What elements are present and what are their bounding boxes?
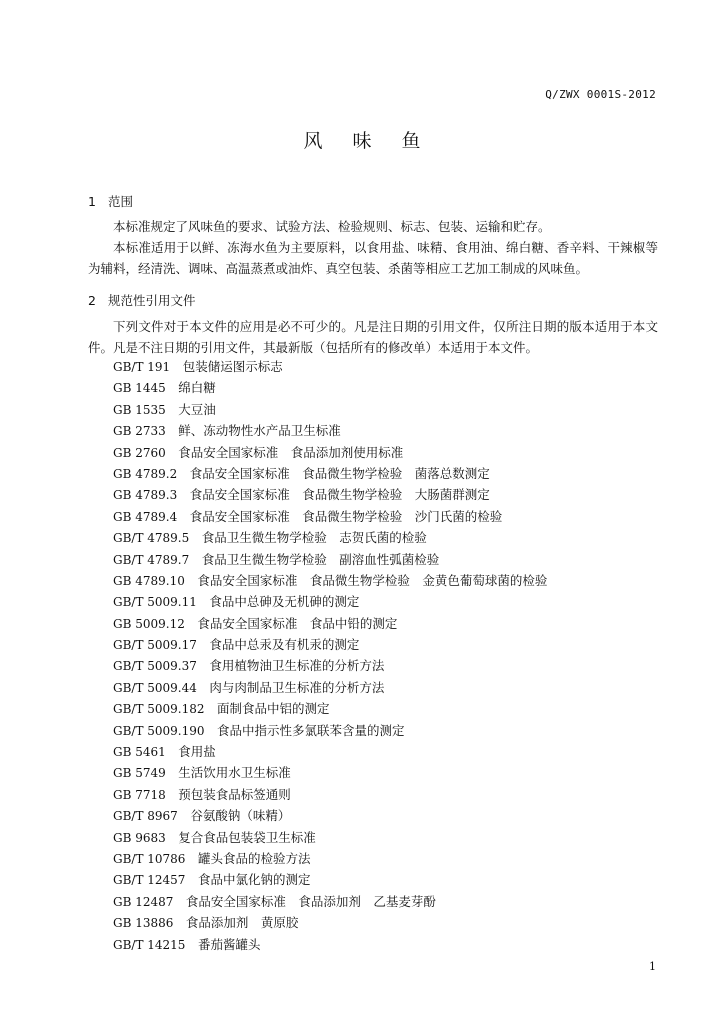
reference-item	[113, 934, 547, 955]
section-heading-scope	[88, 192, 133, 210]
reference-title: 生活饮用水卫生标准	[178, 765, 291, 781]
reference-item	[113, 869, 547, 890]
reference-code: GB 4789.10	[113, 573, 185, 588]
reference-code: GB/T 10786	[113, 851, 186, 866]
reference-code: GB/T 4789.7	[113, 552, 190, 567]
reference-title: 食品安全国家标准 食品微生物学检验 菌落总数测定	[189, 465, 490, 481]
reference-list	[113, 356, 547, 955]
reference-title: 食品添加剂 黄原胶	[185, 915, 299, 931]
reference-title: 食品中总砷及无机砷的测定	[209, 594, 360, 610]
reference-title: 食品中总汞及有机汞的测定	[209, 637, 360, 653]
reference-item	[113, 484, 547, 505]
reference-code: GB 5749	[113, 766, 166, 781]
reference-item	[113, 420, 547, 441]
reference-code: GB 4789.3	[113, 488, 178, 503]
reference-title: 复合食品包装袋卫生标准	[178, 829, 316, 845]
section-title: 规范性引用文件	[108, 293, 196, 308]
reference-code: GB/T 5009.11	[113, 595, 197, 610]
reference-title: 食用盐	[178, 744, 216, 760]
reference-title: 食用植物油卫生标准的分析方法	[209, 658, 385, 674]
reference-title: 大豆油	[178, 401, 216, 417]
reference-item	[113, 399, 547, 420]
reference-code: GB 1445	[113, 381, 166, 396]
reference-item	[113, 720, 547, 741]
reference-title: 食品安全国家标准 食品添加剂 乙基麦芽酚	[185, 893, 436, 909]
reference-item	[113, 677, 547, 698]
reference-title: 谷氨酸钠（味精）	[190, 808, 291, 824]
reference-item	[113, 591, 547, 612]
reference-title: 食品中氯化钠的测定	[197, 872, 311, 888]
reference-code: GB 13886	[113, 916, 174, 931]
reference-item	[113, 634, 547, 655]
reference-item	[113, 805, 547, 826]
reference-title: 包装储运图示标志	[182, 359, 283, 374]
reference-code: GB 12487	[113, 894, 174, 909]
section-title: 范围	[108, 194, 134, 209]
reference-code: GB 7718	[113, 787, 166, 802]
reference-code: GB 9683	[113, 830, 166, 845]
reference-code: GB 4789.4	[113, 509, 178, 524]
reference-title: 番茄酱罐头	[197, 936, 261, 952]
scope-paragraph-2: 本标准适用于以鲜、冻海水鱼为主要原料，以食用盐、味精、食用油、绵白糖、香辛料、干辣椒等为辅料，经清洗、调味、高温蒸煮或油炸、真空包装、杀菌等相应工艺加工制成的风味鱼。	[88, 240, 658, 276]
reference-title: 肉与肉制品卫生标准的分析方法	[209, 679, 385, 695]
reference-code: GB/T 14215	[113, 937, 186, 952]
document-title: 风 味 鱼	[303, 130, 433, 152]
reference-item	[113, 891, 547, 912]
reference-item	[113, 912, 547, 933]
reference-title: 食品安全国家标准 食品添加剂使用标准	[178, 444, 404, 460]
reference-item	[113, 741, 547, 762]
reference-item	[113, 356, 547, 377]
reference-code: GB 5009.12	[113, 616, 185, 631]
reference-code: GB 2733	[113, 424, 166, 439]
reference-item	[113, 848, 547, 869]
reference-item	[113, 762, 547, 783]
reference-code: GB/T 5009.17	[113, 638, 197, 653]
reference-item	[113, 506, 547, 527]
reference-item	[113, 442, 547, 463]
reference-code: GB/T 4789.5	[113, 531, 190, 546]
reference-item	[113, 549, 547, 570]
reference-item	[113, 698, 547, 719]
standard-code: Q/ZWX 0001S-2012	[545, 88, 656, 101]
reference-item	[113, 784, 547, 805]
reference-code: GB/T 12457	[113, 873, 186, 888]
reference-item	[113, 527, 547, 548]
reference-title: 预包装食品标签通则	[178, 786, 291, 802]
reference-title: 罐头食品的检验方法	[197, 850, 311, 866]
reference-item	[113, 463, 547, 484]
reference-item	[113, 827, 547, 848]
section-heading-normative-references	[88, 291, 196, 309]
scope-paragraph-1: 本标准规定了风味鱼的要求、试验方法、检验规则、标志、包装、运输和贮存。	[113, 219, 551, 234]
reference-code: GB/T 8967	[113, 809, 178, 824]
reference-code: GB/T 5009.182	[113, 702, 205, 717]
references-intro-paragraph: 下列文件对于本文件的应用是必不可少的。凡是注日期的引用文件，仅所注日期的版本适用于本文件。凡是不注日期的引用文件，其最新版（包括所有的修改单）本适用于本文件。	[88, 319, 658, 355]
reference-code: GB 5461	[113, 745, 166, 760]
reference-item	[113, 613, 547, 634]
reference-code: GB 1535	[113, 402, 166, 417]
reference-code: GB/T 5009.190	[113, 723, 205, 738]
reference-code: GB 4789.2	[113, 466, 178, 481]
page-number: 1	[649, 960, 656, 973]
reference-title: 食品安全国家标准 食品微生物学检验 金黄色葡萄球菌的检验	[197, 572, 548, 588]
reference-item	[113, 377, 547, 398]
reference-code: GB/T 5009.44	[113, 680, 197, 695]
reference-code: GB 2760	[113, 445, 166, 460]
section-number: 1	[88, 194, 96, 209]
reference-item	[113, 655, 547, 676]
reference-title: 食品卫生微生物学检验 副溶血性弧菌检验	[201, 551, 440, 567]
reference-title: 食品安全国家标准 食品微生物学检验 大肠菌群测定	[189, 487, 490, 503]
reference-title: 食品卫生微生物学检验 志贺氏菌的检验	[201, 530, 427, 546]
reference-title: 食品安全国家标准 食品微生物学检验 沙门氏菌的检验	[189, 508, 503, 524]
reference-code: GB/T 191	[113, 360, 171, 374]
reference-title: 绵白糖	[178, 380, 216, 396]
section-number: 2	[88, 293, 96, 308]
reference-title: 面制食品中铝的测定	[217, 701, 330, 717]
reference-code: GB/T 5009.37	[113, 659, 197, 674]
reference-title: 食品中指示性多氯联苯含量的测定	[217, 722, 405, 738]
reference-item	[113, 570, 547, 591]
reference-title: 鲜、冻动物性水产品卫生标准	[178, 423, 341, 439]
reference-title: 食品安全国家标准 食品中铅的测定	[197, 615, 398, 631]
